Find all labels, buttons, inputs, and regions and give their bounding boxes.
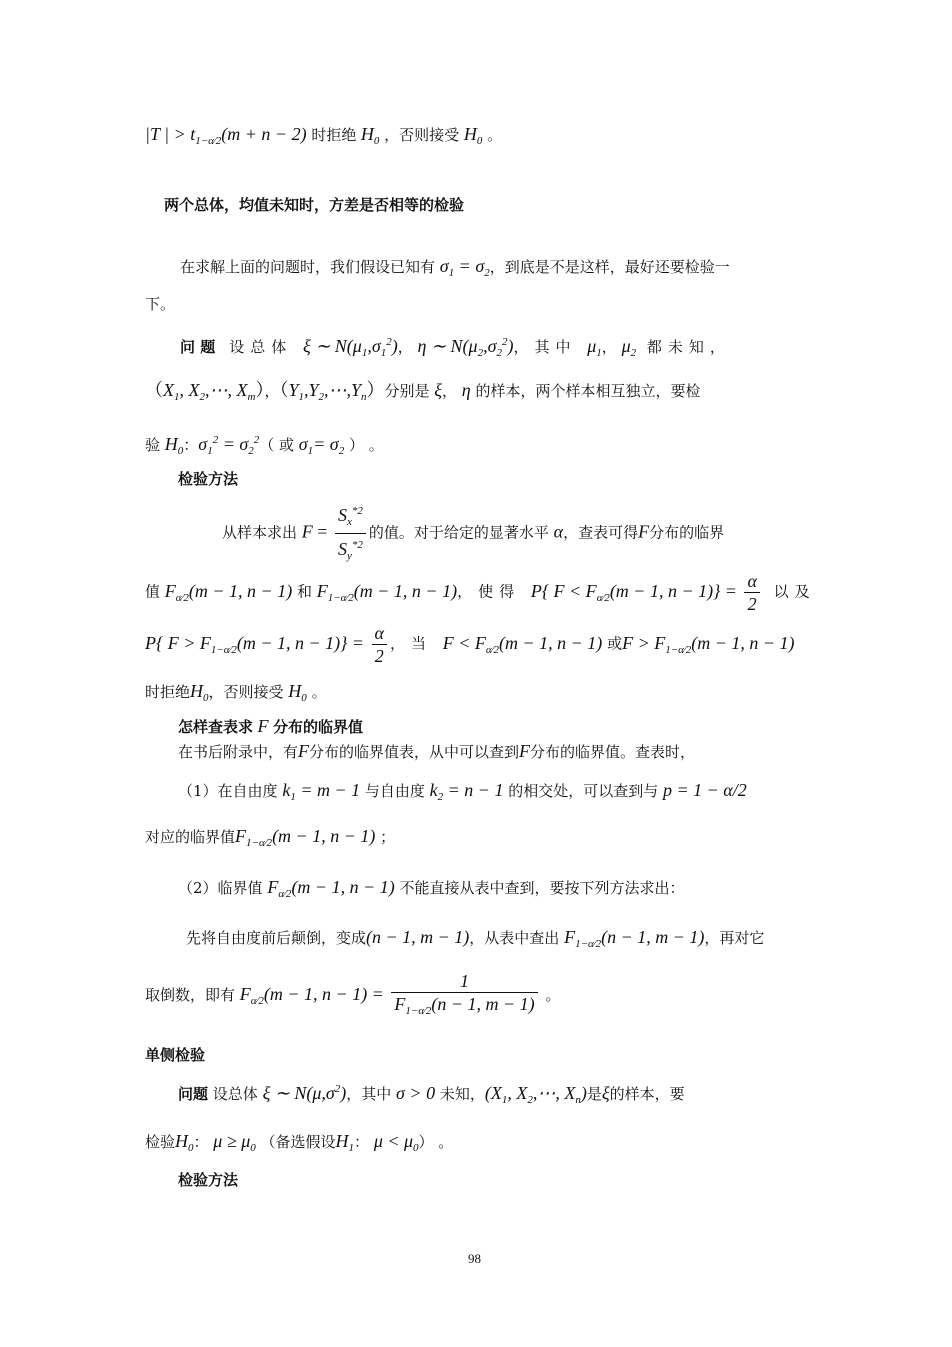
one-sided-problem-line2: 检验$H_0$： $\mu \ge \mu_0$ （备选假设$H_1$： $\mu < \mu_0$） 。 xyxy=(145,1131,454,1154)
lookup-step2-line1: （2）临界值 $F_{\alpha⁄2}(m - 1$, n − 1) 不能直接从表中查到，要按下列方法求出： xyxy=(178,877,685,900)
lookup-heading: 怎样查表求 F 分布的临界值 xyxy=(178,716,364,736)
section-heading-variance-test: 两个总体，均值未知时，方差是否相等的检验 xyxy=(164,196,465,214)
lookup-step2-line2: 先将自由度前后颠倒，变成(n − 1, m − 1)，从表中查出 $F_{1-\alpha⁄2}(n - 1$, m − 1)，再对它 xyxy=(186,927,765,950)
lookup-step1-line1: （1）在自由度 $k_1 = m - 1$ 与自由度 $k_2 = n - 1$ 的相交处，可以查到与 p = 1 − α/2 xyxy=(178,780,747,803)
intro-paragraph-end: 下。 xyxy=(145,295,176,313)
method-paragraph-line2: 值 $F_{\alpha⁄2}(m - 1$, n − 1) 和 $F_{1-\alpha⁄2}(m - 1$, n − 1)，使得 P{ $F < F_{\alpha⁄2}(m - 1$, n − 1)} = $\frac{\alpha}{2}$ 以及 xyxy=(145,571,816,614)
problem-statement-line3: 验 $H_0$：$\sigma_1^2 = \sigma_2^2$（ 或 $\sigma_1= \sigma_2$ ） 。 xyxy=(145,434,384,457)
method-paragraph-line4: 时拒绝$H_0$，否则接受 $H_0$ 。 xyxy=(145,681,327,704)
intro-paragraph: 在求解上面的问题时，我们假设已知有 $\sigma_1 = \sigma_2$，到底是不是这样，最好还要检验一 xyxy=(180,256,730,279)
lookup-step2-line3: 取倒数，即有 $F_{\alpha⁄2}(m - 1$, n − 1) = $\frac{1}{F_{1-\alpha⁄2}(n - 1, m - 1)}$ 。 xyxy=(145,971,561,1017)
problem-statement-line1: 问 题 设总体 ξ ∼ $N(\mu_1,\sigma_1^2)$， η ∼ $N(\mu_2,\sigma_2^2)$，其中 $\mu_1$， $\mu_2$ 都未知， xyxy=(180,336,731,359)
one-sided-heading: 单侧检验 xyxy=(145,1046,206,1064)
lookup-paragraph: 在书后附录中，有F分布的临界值表，从中可以查到F分布的临界值。查表时， xyxy=(178,741,696,761)
lookup-step1-line2: 对应的临界值$F_{1-\alpha⁄2}(m - 1$, n − 1) ； xyxy=(145,826,396,849)
method-paragraph-line1: 从样本求出 F = $\frac{S_x^{*2}}{S_y^{*2}}$ 的值。对于给定的显著水平 α，查表可得F分布的临界 xyxy=(222,500,724,567)
method-paragraph-line3: P{ $F > F_{1-\alpha⁄2}(m - 1$, n − 1)} = $\frac{\alpha}{2}$ ，当 $F < F_{\alpha⁄2}(m - 1$, n − 1) 或$F > F_{1-\alpha⁄2}(m - 1$, n − 1) xyxy=(145,623,795,666)
page-number: 98 xyxy=(468,1251,481,1266)
rejection-rule-line: |T | > $t_{1-\alpha⁄2}(m + n - 2)$ 时拒绝 $H_0$ ，否则接受 $H_0$ 。 xyxy=(145,124,503,147)
one-sided-method-heading: 检验方法 xyxy=(178,1171,239,1189)
one-sided-problem-line1: 问题 设总体 ξ ∼ $N(\mu,\sigma^2)$，其中 σ > 0 未知，($X_1$, $X_2,\cdots$, $X_n$)是ξ的样本，要 xyxy=(178,1083,685,1106)
method-heading: 检验方法 xyxy=(178,470,239,488)
problem-statement-line2: （$X_1$, $X_2,\cdots$, $X_m$），$(Y_1,Y_2,\cdots,Y_n)$分别是 ξ， η 的样本，两个样本相互独立，要检 xyxy=(145,380,701,403)
